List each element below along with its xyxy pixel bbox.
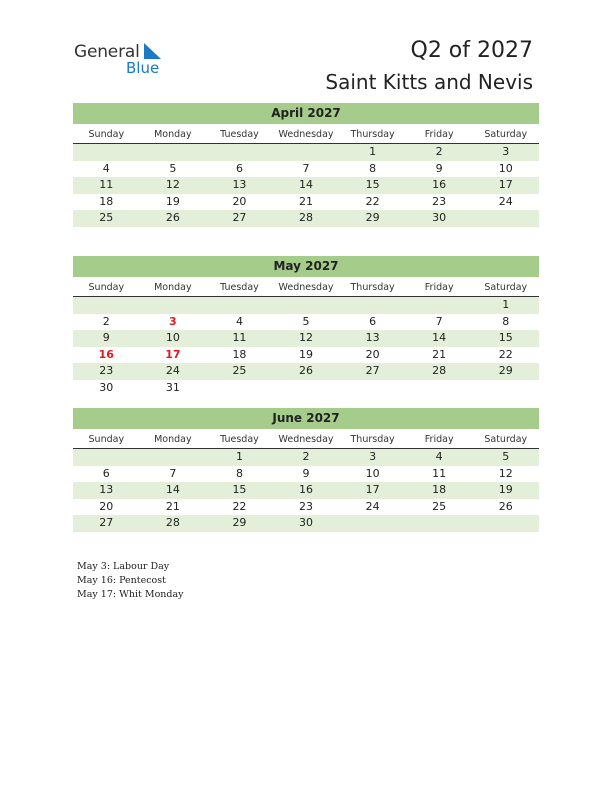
day-cell: 22 [365,194,380,208]
day-cell: 28 [165,516,180,529]
weekday-label: Thursday [350,129,395,140]
week-row [73,515,539,532]
day-cell: 3 [369,450,377,463]
brand-logo [74,42,174,78]
page-subtitle: Saint Kitts and Nevis [325,70,533,94]
day-cell: 2 [435,145,443,158]
weekday-label: Tuesday [220,129,259,140]
day-cell: 4 [235,314,243,328]
week-row [73,194,539,211]
day-cell: 18 [432,483,447,496]
day-cell [472,515,539,532]
day-cell: 15 [232,483,247,496]
holiday-day-cell: 16 [98,347,114,361]
day-cell [339,380,406,397]
day-cell: 11 [99,178,114,191]
day-cell: 29 [365,211,380,224]
day-cell: 25 [432,499,447,513]
day-cell [472,210,539,227]
day-cell: 23 [99,364,114,377]
week-row [73,210,539,227]
day-cell: 23 [299,499,314,513]
day-cell: 7 [169,466,177,480]
day-cell: 12 [299,331,314,344]
day-cell: 11 [432,466,447,480]
day-cell: 28 [299,211,314,224]
day-cell [339,515,406,532]
day-cell: 16 [299,483,314,496]
day-cell: 26 [299,364,314,377]
day-cell: 28 [432,364,447,377]
holiday-day-cell: 17 [165,347,181,361]
weekday-label: Wednesday [278,129,334,140]
week-row [73,314,539,331]
day-cell: 14 [299,178,314,191]
weekday-header-row [73,127,539,144]
weekday-label: Tuesday [220,282,259,293]
day-cell [406,380,473,397]
week-row [73,297,539,314]
weekday-label: Sunday [88,434,125,445]
day-cell [73,297,140,314]
day-cell: 31 [165,380,180,394]
holiday-note: May 17: Whit Monday [77,589,184,600]
day-cell: 27 [232,211,247,224]
day-cell: 8 [235,466,243,480]
month-may [73,256,539,396]
week-row [73,499,539,516]
day-cell: 17 [365,483,380,496]
day-cell: 23 [432,194,447,208]
weekday-label: Monday [154,434,192,445]
day-cell [140,144,207,161]
day-cell [273,380,340,397]
weekday-label: Sunday [88,282,125,293]
day-cell: 10 [365,466,380,480]
day-cell: 26 [498,499,513,513]
day-cell: 13 [99,483,114,496]
weekday-label: Tuesday [220,434,259,445]
weekday-header-row [73,280,539,297]
day-cell: 2 [102,314,110,328]
weekday-label: Monday [154,129,192,140]
weekday-label: Sunday [88,129,125,140]
day-cell: 20 [365,347,380,361]
day-cell: 6 [102,466,110,480]
day-cell: 13 [232,178,247,191]
weekday-label: Wednesday [278,282,334,293]
day-cell [206,297,273,314]
week-row [73,449,539,466]
day-cell: 22 [498,347,513,361]
logo-text-general: General [74,42,140,62]
week-row [73,466,539,483]
holiday-note: May 16: Pentecost [77,575,166,586]
day-cell [206,144,273,161]
day-cell: 4 [435,450,443,463]
day-cell: 13 [365,331,380,344]
day-cell: 16 [432,178,447,191]
day-cell: 29 [232,516,247,529]
week-row [73,177,539,194]
day-cell: 18 [99,194,114,208]
day-cell: 3 [502,145,510,158]
day-cell: 11 [232,331,247,344]
weekday-label: Thursday [350,282,395,293]
week-row [73,330,539,347]
month-title: June 2027 [73,408,539,429]
day-cell: 7 [435,314,443,328]
day-cell: 5 [169,161,177,175]
week-row [73,144,539,161]
day-cell: 8 [369,161,377,175]
day-cell: 15 [498,331,513,344]
month-title: April 2027 [73,103,539,124]
weekday-label: Friday [424,434,454,445]
day-cell [406,515,473,532]
day-cell: 20 [99,499,114,513]
day-cell: 24 [365,499,380,513]
day-cell [273,144,340,161]
day-cell: 8 [502,314,510,328]
weekday-header-row [73,432,539,449]
weekday-label: Wednesday [278,434,334,445]
day-cell: 30 [299,516,314,529]
day-cell: 9 [435,161,443,175]
day-cell: 9 [102,331,110,344]
day-cell: 22 [232,499,247,513]
day-cell: 19 [165,194,180,208]
day-cell: 5 [302,314,310,328]
page-title: Q2 of 2027 [410,38,533,63]
day-cell: 1 [235,450,243,463]
day-cell [472,380,539,397]
day-cell: 6 [369,314,377,328]
day-cell: 21 [165,499,180,513]
day-cell: 20 [232,194,247,208]
month-title: May 2027 [73,256,539,277]
day-cell: 7 [302,161,310,175]
day-cell: 1 [502,298,510,311]
day-cell: 21 [432,347,447,361]
weekday-label: Thursday [350,434,395,445]
day-cell: 4 [102,161,110,175]
day-cell [206,380,273,397]
day-cell: 18 [232,347,247,361]
day-cell: 6 [235,161,243,175]
month-june [73,408,539,532]
day-cell: 14 [432,331,447,344]
day-cell: 5 [502,450,510,463]
day-cell: 15 [365,178,380,191]
day-cell: 25 [232,364,247,377]
day-cell: 12 [498,466,513,480]
day-cell: 14 [165,483,180,496]
day-cell: 19 [299,347,314,361]
week-row [73,347,539,364]
day-cell [73,449,140,466]
holiday-day-cell: 3 [169,314,177,328]
weekday-label: Saturday [484,282,528,293]
day-cell: 10 [165,331,180,344]
day-cell [140,449,207,466]
logo-text-blue: Blue [126,59,160,77]
day-cell: 21 [299,194,314,208]
week-row [73,380,539,397]
day-cell: 30 [432,211,447,224]
holiday-note: May 3: Labour Day [77,561,170,572]
day-cell [339,297,406,314]
day-cell: 17 [498,178,513,191]
day-cell: 30 [99,380,114,394]
day-cell [273,297,340,314]
day-cell: 9 [302,466,310,480]
day-cell: 26 [165,211,180,224]
day-cell: 24 [165,364,180,377]
day-cell: 27 [99,516,114,529]
holiday-notes [77,560,184,602]
day-cell: 25 [99,211,114,224]
day-cell [406,297,473,314]
day-cell: 29 [498,364,513,377]
day-cell: 10 [498,161,513,175]
week-row [73,161,539,178]
weekday-label: Monday [154,282,192,293]
month-april [73,103,539,227]
week-row [73,482,539,499]
day-cell: 1 [369,145,377,158]
weekday-label: Saturday [484,434,528,445]
week-row [73,363,539,380]
weekday-label: Friday [424,282,454,293]
day-cell: 2 [302,450,310,463]
day-cell: 19 [498,483,513,496]
day-cell: 24 [498,194,513,208]
day-cell [73,144,140,161]
day-cell: 27 [365,364,380,377]
day-cell: 12 [165,178,180,191]
weekday-label: Saturday [484,129,528,140]
weekday-label: Friday [424,129,454,140]
day-cell [140,297,207,314]
